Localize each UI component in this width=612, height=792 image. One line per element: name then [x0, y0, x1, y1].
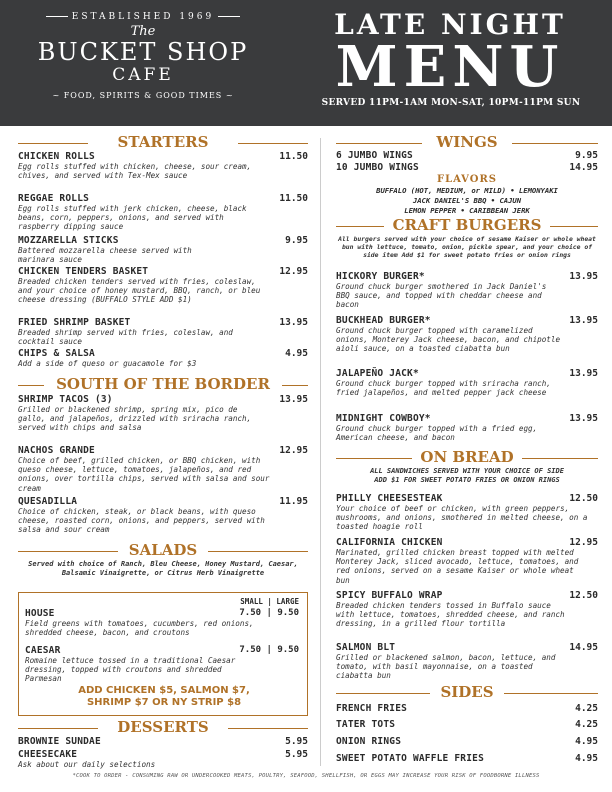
- salads-rule-left: [18, 551, 118, 552]
- bread-rule-left: [336, 458, 412, 459]
- served-hours: SERVED 11PM-1AM MON-SAT, 10PM-11PM SUN: [321, 98, 581, 108]
- menu-item: CHICKEN ROLLS 11.50 Egg rolls stuffed with chicken, cheese, sour cream, chives, and served with Tex-Mex sauce: [18, 151, 308, 181]
- cafe-logo: [18, 8, 268, 118]
- sides-title: SIDES: [440, 683, 494, 701]
- wings-title: WINGS: [436, 133, 498, 151]
- menu-item: REGGAE ROLLS 11.50 Egg rolls stuffed with jerk chicken, cheese, black beans, corn, peppers, onions, and served with raspberry dipping sauce: [18, 193, 308, 232]
- bread-rule-right: [522, 458, 598, 459]
- logo-name: BUCKET SHOP: [37, 38, 249, 66]
- menu-item: HOUSE 7.50 | 9.50 Field greens with tomatoes, cucumbers, red onions, shredded cheese, bacon, and croutons: [25, 608, 299, 638]
- sides-rule-right: [504, 693, 598, 694]
- bread-title: ON BREAD: [420, 448, 514, 466]
- flavors-list: BUFFALO (HOT, MEDIUM, or MILD) • LEMONYAKI JACK DANIEL'S BBQ • CAJUN LEMON PEPPER • CARIBBEAN JERK: [376, 186, 558, 215]
- flavors-title: FLAVORS: [437, 174, 497, 185]
- menu-item: SHRIMP TACOS (3) 13.95 Grilled or blackened shrimp, spring mix, pico de gallo, and jalapeños, drizzled with sriracha ranch, served with chips and salsa: [18, 394, 308, 433]
- starters-title: STARTERS: [117, 133, 209, 151]
- menu-item: NACHOS GRANDE 12.95 Choice of beef, grilled chicken, or BBQ chicken, with queso cheese, lettuce, tomatoes, jalapeños, and red onions, over tortilla chips, served with salsa and sour cream: [18, 445, 308, 493]
- menu-item: 10 JUMBO WINGS 14.95: [336, 162, 598, 173]
- column-divider: [320, 138, 321, 766]
- logo-the: The: [130, 24, 156, 39]
- salad-addons: ADD CHICKEN $5, SALMON $7, SHRIMP $7 OR NY STRIP $8: [78, 685, 250, 708]
- menu-item: PHILLY CHEESESTEAK 12.50 Your choice of beef or chicken, with green peppers, mushrooms, and onions, smothered in melted cheese, on a toasted hoagie roll: [336, 493, 598, 532]
- menu-item: CHICKEN TENDERS BASKET 12.95 Breaded chicken tenders served with fries, coleslaw, and your choice of honey mustard, BBQ, ranch, or bleu cheese dressing (BUFFALO STYLE ADD $1): [18, 266, 308, 305]
- menu-item: ONION RINGS 4.95: [336, 736, 598, 747]
- left-column: [18, 126, 308, 772]
- salads-rule-right: [208, 551, 308, 552]
- title-menu: MENU: [335, 34, 565, 100]
- wings-rule-right: [512, 143, 598, 144]
- menu-item: MIDNIGHT COWBOY* 13.95 Ground chuck burger topped with a fried egg, American cheese, and bacon: [336, 413, 598, 443]
- burgers-title: CRAFT BURGERS: [392, 216, 542, 234]
- menu-header: [0, 0, 612, 126]
- menu-item: BUCKHEAD BURGER* 13.95 Ground chuck burger topped with caramelized onions, Monterey Jack cheese, bacon, and chipotle aioli sauce, on a toasted ciabatta bun: [336, 315, 598, 354]
- menu-item: TATER TOTS 4.25: [336, 719, 598, 730]
- logo-cafe: CAFE: [112, 65, 174, 85]
- desserts-title: DESSERTS: [117, 718, 209, 736]
- right-column: [336, 126, 598, 772]
- menu-item: SALMON BLT 14.95 Grilled or blackened salmon, bacon, lettuce, and tomato, with basil mayonnaise, on a toasted ciabatta bun: [336, 642, 598, 681]
- established-line: ESTABLISHED 1969: [18, 12, 268, 22]
- menu-item: QUESADILLA 11.95 Choice of chicken, steak, or black beans, with queso cheese, roasted corn, onions, and peppers, served with salsa and sour cream: [18, 496, 308, 535]
- desserts-rule-left: [18, 728, 98, 729]
- size-header: SMALL | LARGE: [240, 597, 299, 606]
- bread-note: ALL SANDWICHES SERVED WITH YOUR CHOICE OF SIDE ADD $1 FOR SWEET POTATO FRIES OR ONION RINGS: [370, 467, 564, 484]
- south-rule-right: [282, 385, 308, 386]
- starters-rule-left: [18, 143, 88, 144]
- logo-tagline: ~ FOOD, SPIRITS & GOOD TIMES ~: [52, 91, 234, 100]
- burgers-note: All burgers served with your choice of sesame Kaiser or whole wheat bun with lettuce, tomato, onion, pickle spear, and your choice of side item Add $1 for sweet potato fries or onion rings: [338, 235, 596, 259]
- salads-note: Served with choice of Ranch, Bleu Cheese, Honey Mustard, Caesar, Balsamic Vinaigrette, or Citrus Herb Vinaigrette: [28, 560, 298, 577]
- menu-item: CHEESECAKE 5.95 Ask about our daily selections: [18, 749, 308, 769]
- menu-item: BROWNIE SUNDAE 5.95: [18, 736, 308, 747]
- wings-rule-left: [336, 143, 422, 144]
- menu-item: CHIPS & SALSA 4.95 Add a side of queso or guacamole for $3: [18, 348, 308, 368]
- salads-title: SALADS: [128, 541, 198, 559]
- menu-item: JALAPEÑO JACK* 13.95 Ground chuck burger topped with sriracha ranch, fried jalapeños, and melted pepper jack cheese: [336, 368, 598, 398]
- south-title: SOUTH OF THE BORDER: [56, 375, 270, 393]
- burgers-rule-right: [550, 226, 598, 227]
- footer-disclaimer: *COOK TO ORDER - CONSUMING RAW OR UNDERCOOKED MEATS, POULTRY, SEAFOOD, SHELLFISH, OR EGGS MAY INCREASE YOUR RISK OF FOODBORNE ILLNESS: [72, 773, 540, 779]
- menu-item: CAESAR 7.50 | 9.50 Romaine lettuce tossed in a traditional Caesar dressing, topped with croutons and shredded Parmesan: [25, 645, 299, 684]
- title-late-night: LATE NIGHT: [334, 8, 566, 41]
- menu-item: CALIFORNIA CHICKEN 12.95 Marinated, grilled chicken breast topped with melted Monterey Jack, sliced avocado, lettuce, tomatoes, and red onions, served on a sesame Kaiser or whole wheat bun: [336, 537, 598, 585]
- menu-item: MOZZARELLA STICKS 9.95 Battered mozzarella cheese served with marinara sauce: [18, 235, 308, 265]
- south-rule-left: [18, 385, 44, 386]
- starters-rule-right: [238, 143, 308, 144]
- salads-box: [18, 592, 308, 716]
- menu-item: 6 JUMBO WINGS 9.95: [336, 150, 598, 161]
- burgers-rule-left: [336, 226, 384, 227]
- menu-item: SWEET POTATO WAFFLE FRIES 4.95: [336, 753, 598, 764]
- menu-item: FRENCH FRIES 4.25: [336, 703, 598, 714]
- menu-item: HICKORY BURGER* 13.95 Ground chuck burger smothered in Jack Daniel's BBQ sauce, and topped with cheddar cheese and bacon: [336, 271, 598, 310]
- menu-item: SPICY BUFFALO WRAP 12.50 Breaded chicken tenders tossed in Buffalo sauce with lettuce, tomatoes, shredded cheese, and ranch dressing, in a grilled flour tortilla: [336, 590, 598, 629]
- desserts-rule-right: [228, 728, 308, 729]
- menu-item: FRIED SHRIMP BASKET 13.95 Breaded shrimp served with fries, coleslaw, and cocktail sauce: [18, 317, 308, 347]
- sides-rule-left: [336, 693, 430, 694]
